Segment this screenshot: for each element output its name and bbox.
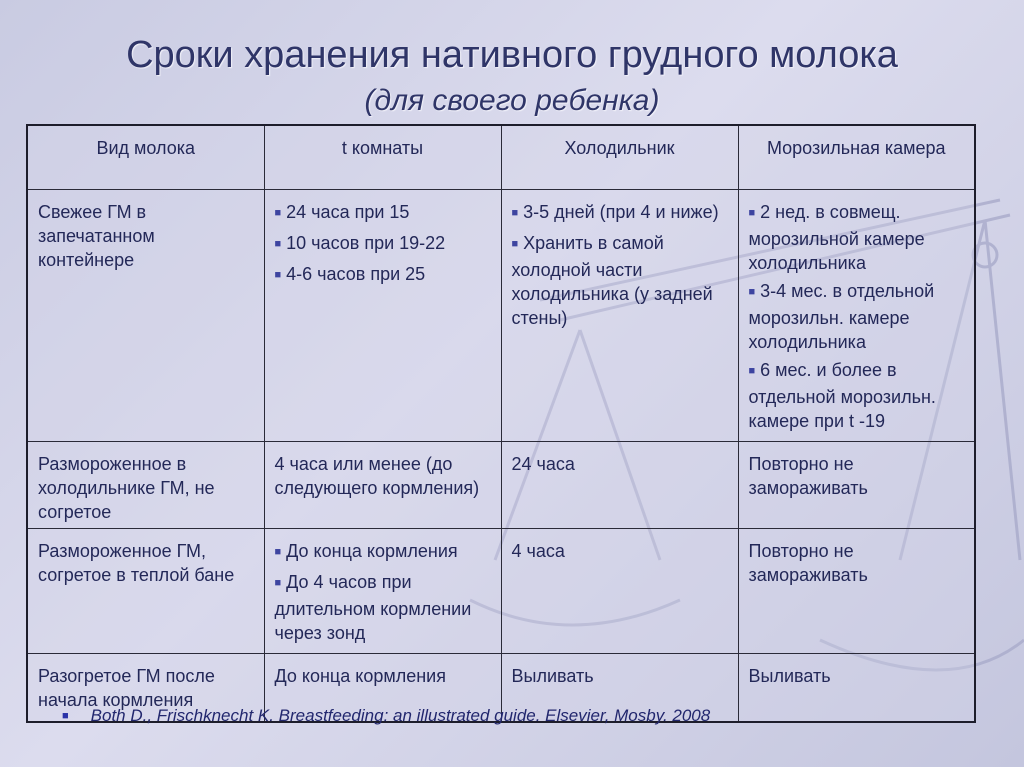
bullet-icon: ■ (274, 545, 282, 558)
bullet-icon: ■ (274, 206, 282, 219)
list-item (275, 262, 491, 289)
list-item-text: 6 мес. и более в отдельной морозильн. камере при t -19 (748, 359, 936, 431)
list-item-text: 2 нед. в совмещ. морозильной камере холодильника (748, 201, 925, 273)
header-freezer: Морозильная камера (738, 125, 975, 189)
list-item-text: 24 часа при 15 (286, 201, 410, 222)
list-item (749, 358, 965, 433)
cell-freezer: Выливать (738, 653, 975, 722)
bullet-icon: ■ (274, 268, 282, 281)
cell-room (264, 189, 501, 441)
list-item-text: 10 часов при 19-22 (286, 232, 446, 253)
storage-table (26, 124, 976, 723)
cell-type: Разогретое ГМ после начала кормления (27, 653, 264, 722)
header-milk-type: Вид молока (27, 125, 264, 189)
list-item-text: Хранить в самой холодной части холодильника (у задней стены) (511, 232, 713, 328)
list-item (749, 279, 965, 354)
cell-type: Свежее ГМ в запечатанном контейнере (27, 189, 264, 441)
cell-fridge (501, 189, 738, 441)
bullet-icon: ■ (274, 576, 282, 589)
cell-fridge: 4 часа (501, 528, 738, 653)
table-row (27, 441, 975, 528)
list-item (749, 200, 965, 275)
list-item-text: До конца кормления (286, 540, 458, 561)
reference-text: Both D., Frischknecht K. Breastfeeding: an illustrated guide. Elsevier, Mosby. 2008 (90, 706, 711, 725)
list-item (275, 539, 491, 566)
header-fridge: Холодильник (501, 125, 738, 189)
table-header-row (27, 125, 975, 189)
list-item (275, 570, 491, 645)
cell-fridge: Выливать (501, 653, 738, 722)
page-subtitle: (для своего ребенка) (364, 84, 660, 117)
table-row (27, 189, 975, 441)
cell-room: 4 часа или менее (до следующего кормления) (264, 441, 501, 528)
bullet-icon: ■ (748, 206, 756, 219)
cell-freezer: Повторно не замораживать (738, 528, 975, 653)
cell-freezer: Повторно не замораживать (738, 441, 975, 528)
page-title: Сроки хранения нативного грудного молока (126, 34, 898, 76)
header-room-temp: t комнаты (264, 125, 501, 189)
list-item-text: До 4 часов при длительном кормлении через зонд (274, 571, 472, 643)
list-item (512, 200, 728, 227)
bullet-icon: ■ (748, 364, 756, 377)
list-item (275, 231, 491, 258)
bullet-icon: ■ (511, 206, 519, 219)
bullet-icon: ■ (274, 237, 282, 250)
table-row (27, 528, 975, 653)
list-item (275, 200, 491, 227)
reference-note (62, 706, 710, 726)
list-item-text: 4-6 часов при 25 (286, 263, 426, 284)
list-item-text: 3-4 мес. в отдельной морозильн. камере холодильника (748, 280, 935, 352)
list-item (512, 231, 728, 330)
list-item-text: 3-5 дней (при 4 и ниже) (523, 201, 719, 222)
bullet-icon: ■ (748, 285, 756, 298)
bullet-icon: ■ (511, 237, 519, 250)
cell-freezer (738, 189, 975, 441)
cell-fridge: 24 часа (501, 441, 738, 528)
cell-type: Размороженное в холодильнике ГМ, не согретое (27, 441, 264, 528)
cell-room: До конца кормления (264, 653, 501, 722)
cell-type: Размороженное ГМ, согретое в теплой бане (27, 528, 264, 653)
bullet-icon: ■ (62, 710, 69, 722)
cell-room (264, 528, 501, 653)
